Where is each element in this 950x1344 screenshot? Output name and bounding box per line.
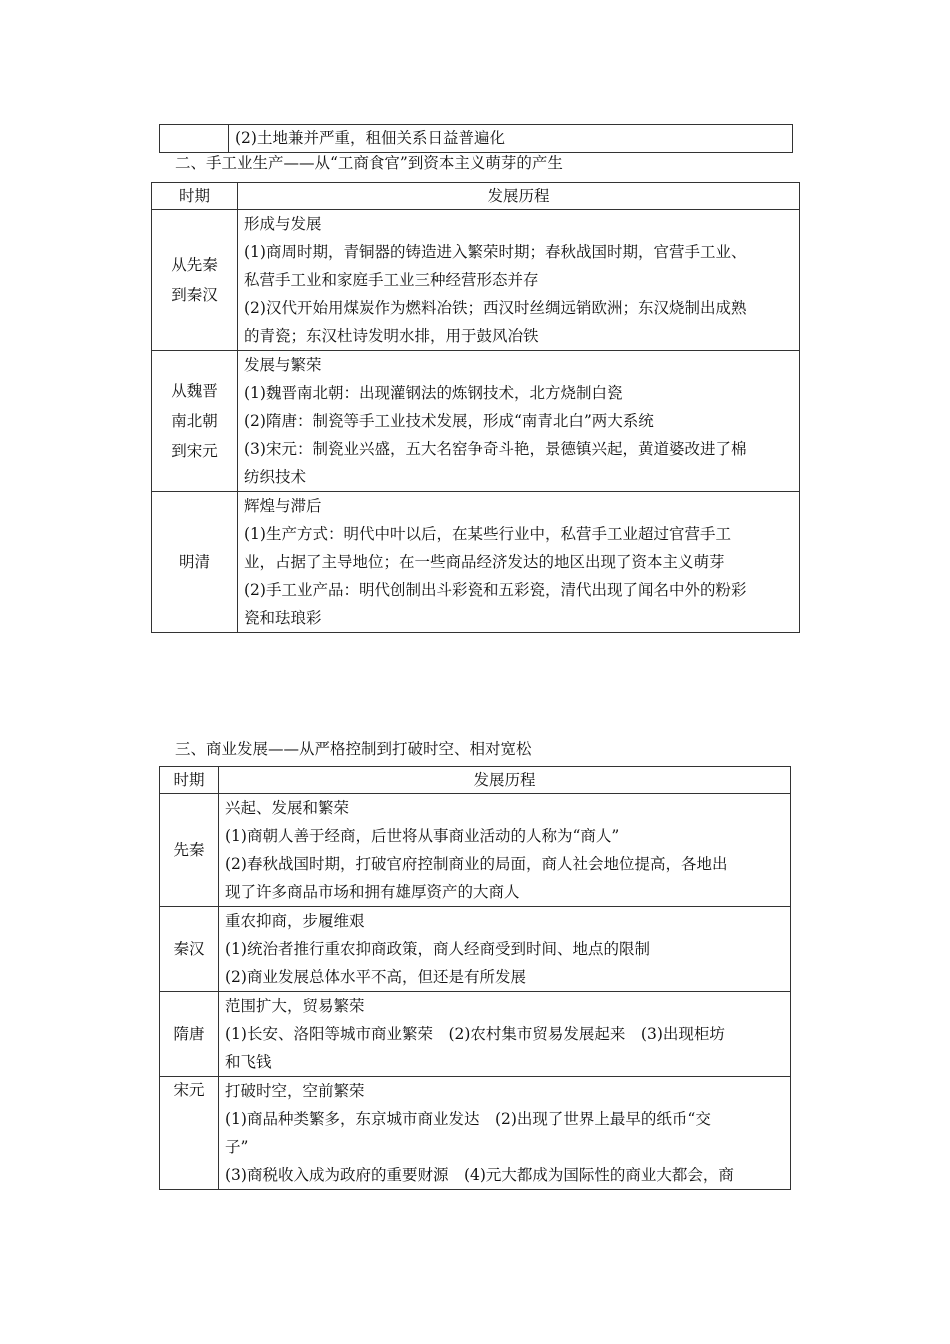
period-line: 隋唐 (173, 1025, 205, 1043)
history-line: 现了许多商品市场和拥有雄厚资产的大商人 (225, 883, 520, 901)
history-line: 的青瓷；东汉杜诗发明水排，用于鼓风冶铁 (244, 327, 539, 345)
history-line: (2)汉代开始用煤炭作为燃料冶铁；西汉时丝绸远销欧洲；东汉烧制出成熟 (244, 299, 747, 317)
table-row (160, 992, 791, 1077)
history-line: (1)商朝人善于经商，后世将从事商业活动的人称为“商人” (225, 827, 620, 845)
history-cell: (2)土地兼并严重，租佃关系日益普遍化 (229, 125, 793, 153)
history-cell (238, 492, 800, 633)
table-row (160, 125, 793, 153)
history-line: (3)宋元：制瓷业兴盛，五大名窑争奇斗艳，景德镇兴起，黄道婆改进了棉 (244, 440, 747, 458)
history-cell (219, 794, 791, 907)
column-header-history: 发展历程 (219, 767, 791, 794)
section-heading-handicraft: 二、手工业生产——从“工商食官”到资本主义萌芽的产生 (175, 154, 563, 172)
table-row (152, 351, 800, 492)
history-line: (2)春秋战国时期，打破官府控制商业的局面，商人社会地位提高，各地出 (225, 855, 728, 873)
column-header-history: 发展历程 (238, 183, 800, 210)
period-line: 秦汉 (173, 940, 205, 958)
period-cell (152, 210, 238, 351)
history-title: 形成与发展 (244, 215, 322, 233)
history-line: 私营手工业和家庭手工业三种经营形态并存 (244, 271, 539, 289)
history-title: 重农抑商，步履维艰 (225, 912, 365, 930)
table-header-row (160, 767, 791, 794)
history-line: 纺织技术 (244, 468, 307, 486)
history-line: 瓷和珐琅彩 (244, 609, 322, 627)
history-line: (1)统治者推行重农抑商政策，商人经商受到时间、地点的限制 (225, 940, 650, 958)
period-cell (152, 492, 238, 633)
history-line: 子” (225, 1138, 249, 1156)
history-line: (1)长安、洛阳等城市商业繁荣 (2)农村集市贸易发展起来 (3)出现柜坊 (225, 1025, 725, 1043)
period-cell (160, 794, 219, 907)
table-row (160, 794, 791, 907)
history-cell (238, 351, 800, 492)
section-heading-commerce: 三、商业发展——从严格控制到打破时空、相对宽松 (175, 740, 532, 758)
period-cell (160, 992, 219, 1077)
history-line: (1)商品种类繁多，东京城市商业发达 (2)出现了世界上最早的纸币“交 (225, 1110, 711, 1128)
column-header-period: 时期 (152, 183, 238, 210)
history-line: (1)魏晋南北朝：出现灌钢法的炼钢技术，北方烧制白瓷 (244, 384, 623, 402)
period-line: 从魏晋 (171, 382, 218, 400)
history-line: 和飞钱 (225, 1053, 272, 1071)
history-title: 发展与繁荣 (244, 356, 322, 374)
history-line: 业，占据了主导地位；在一些商品经济发达的地区出现了资本主义萌芽 (244, 553, 725, 571)
history-line: (3)商税收入成为政府的重要财源 (4)元大都成为国际性的商业大都会，商 (225, 1166, 734, 1184)
period-line: 到宋元 (171, 442, 218, 460)
period-line: 明清 (178, 553, 210, 571)
period-cell (160, 125, 229, 153)
commerce-table (159, 766, 791, 1190)
history-line: (2)隋唐：制瓷等手工业技术发展，形成“南青北白”两大系统 (244, 412, 654, 430)
period-line: 从先秦 (171, 256, 218, 274)
period-line: 到秦汉 (171, 286, 218, 304)
period-cell (152, 351, 238, 492)
history-cell (219, 992, 791, 1077)
history-cell (238, 210, 800, 351)
table-row (152, 492, 800, 633)
handicraft-table (151, 182, 800, 633)
table-row (152, 210, 800, 351)
period-cell (160, 1077, 219, 1190)
history-line: (1)生产方式：明代中叶以后，在某些行业中，私营手工业超过官营手工 (244, 525, 731, 543)
column-header-period: 时期 (160, 767, 219, 794)
period-line: 南北朝 (171, 412, 218, 430)
history-cell (219, 907, 791, 992)
table-row (160, 1077, 791, 1190)
history-line: (2)手工业产品：明代创制出斗彩瓷和五彩瓷，清代出现了闻名中外的粉彩 (244, 581, 747, 599)
table-row (160, 907, 791, 992)
history-cell (219, 1077, 791, 1190)
prev-table-fragment (159, 124, 793, 153)
history-line: (1)商周时期，青铜器的铸造进入繁荣时期；春秋战国时期，官营手工业、 (244, 243, 747, 261)
period-line: 宋元 (173, 1081, 205, 1099)
history-title: 打破时空，空前繁荣 (225, 1082, 365, 1100)
table-header-row (152, 183, 800, 210)
history-title: 辉煌与滞后 (244, 497, 322, 515)
history-line: (2)商业发展总体水平不高，但还是有所发展 (225, 968, 526, 986)
period-line: 先秦 (173, 841, 205, 859)
history-title: 兴起、发展和繁荣 (225, 799, 350, 817)
period-cell (160, 907, 219, 992)
history-title: 范围扩大，贸易繁荣 (225, 997, 365, 1015)
